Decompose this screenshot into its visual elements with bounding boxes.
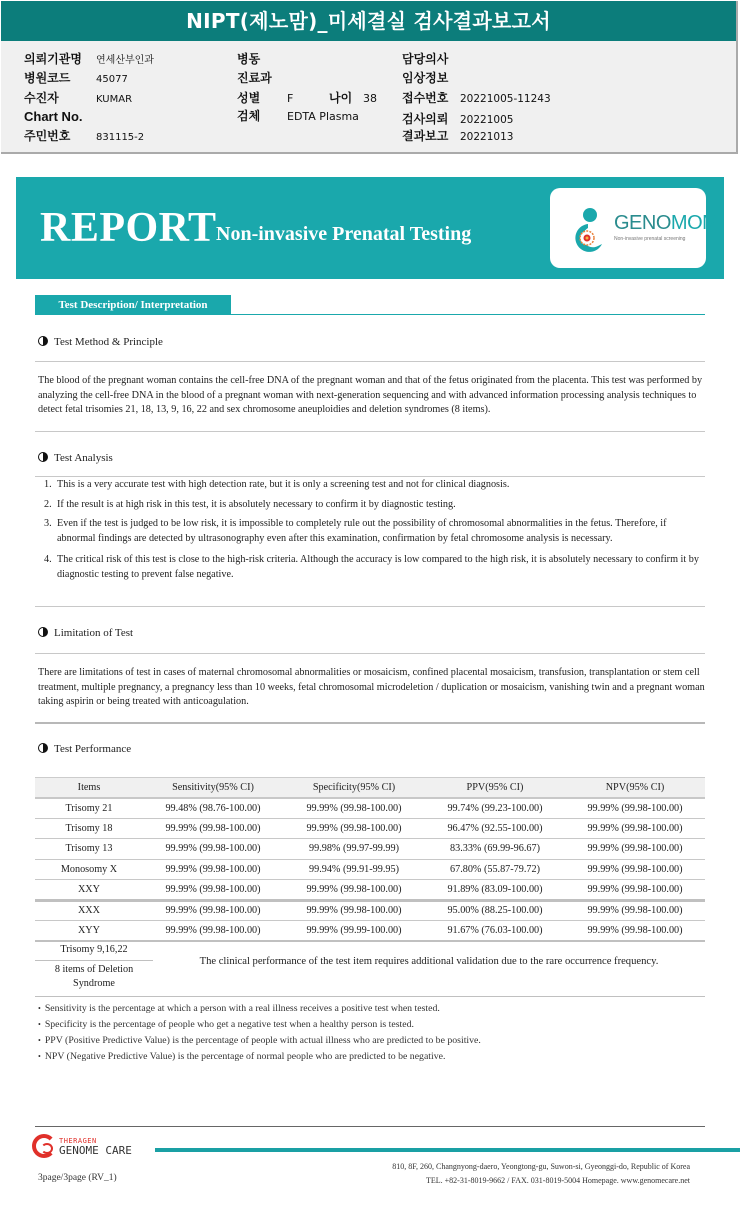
footer-teal-bar (155, 1148, 740, 1152)
performance-table (35, 777, 705, 942)
divider (35, 476, 705, 477)
method-heading: Test Method & Principle (38, 336, 163, 348)
info-report-date: 결과보고 20221013 (402, 129, 514, 143)
banner-subtitle: Non-invasive Prenatal Testing (216, 223, 472, 245)
table-row: XXX 99.99% (99.98-100.00) 99.99% (99.98-100.00) 95.00% (88.25-100.00) 99.99% (99.98-100.00) (35, 900, 705, 921)
col-specificity: Specificity(95% CI) (283, 778, 425, 798)
logo-tagline: Non-invasive prenatal screening (614, 236, 686, 242)
divider (35, 361, 705, 362)
info-chart-no: Chart No. (24, 109, 83, 124)
half-circle-icon (38, 336, 48, 346)
half-circle-icon (38, 452, 48, 462)
divider (35, 606, 705, 607)
definition-item: • Specificity is the percentage of people who get a negative test when a healthy person is tested. (38, 1017, 706, 1033)
extra-item-deletion: 8 items of Deletion Syndrome (54, 964, 134, 989)
page-number: 3page/3page (RV_1) (38, 1173, 117, 1183)
table-row: Trisomy 13 99.99% (99.98-100.00) 99.98% (99.97-99.99) 83.33% (69.99-96.67) 99.99% (99.98-100.00) (35, 839, 705, 860)
info-institution: 의뢰기관명 연세산부인과 (24, 52, 154, 66)
info-sex: 성별 F 나이 38 (237, 91, 377, 105)
genomom-logo (550, 188, 719, 268)
info-ward: 병동 (237, 52, 261, 66)
limitation-text: There are limitations of test in cases of maternal chromosomal abnormalities or mosaicism, confined placental mosaicism, transfusion, transplantation or stem cell treatment, multiple pregnancy, a pregnancy less than 10 weeks, fetal chromosomal microdeletion / duplication or mosaicism, vanishing twin and a pregnant woman taking aspirin or being treated with anticoagulation. (38, 667, 705, 707)
report-banner (16, 177, 724, 279)
mother-child-icon (568, 206, 608, 254)
info-resident-no: 주민번호 831115-2 (24, 129, 145, 143)
divider (35, 431, 705, 432)
info-patient: 수진자 KUMAR (24, 91, 133, 105)
col-npv: NPV(95% CI) (565, 778, 705, 798)
info-hospital-code: 병원코드 45077 (24, 71, 128, 85)
performance-extra-rows (35, 941, 705, 997)
tab-divider (231, 314, 705, 315)
table-row: XYY 99.99% (99.98-100.00) 99.99% (99.99-100.00) 91.67% (76.03-100.00) 99.99% (99.98-100.00) (35, 921, 705, 942)
col-sensitivity: Sensitivity(95% CI) (143, 778, 283, 798)
analysis-item: 4. The critical risk of this test is close to the high-risk criteria. Although the accuracy is low compared to the high risk, it is absolutely necessary to confirm it by diagnostic testing to prevent false negative. (44, 554, 699, 580)
analysis-heading: Test Analysis (38, 452, 113, 464)
logo-wordmark: GENOMOM (614, 212, 719, 234)
analysis-item: 2. If the result is at high risk in this test, it is absolutely necessary to confirm it by diagnostic testing. (44, 498, 456, 510)
info-clinical: 임상정보 (402, 71, 449, 85)
table-row: Trisomy 18 99.99% (99.98-100.00) 99.99% (99.98-100.00) 96.47% (92.55-100.00) 99.99% (99.98-100.00) (35, 818, 705, 839)
col-ppv: PPV(95% CI) (425, 778, 565, 798)
info-department: 진료과 (237, 71, 272, 85)
extra-item-trisomy: Trisomy 9,16,22 (35, 941, 153, 961)
theragen-logo: THERAGEN GENOME CARE (32, 1134, 157, 1162)
info-doctor: 담당의사 (402, 52, 449, 66)
performance-heading: Test Performance (38, 743, 131, 755)
definition-item: • PPV (Positive Predictive Value) is the percentage of people with actual illness who are predicted to be positive. (38, 1033, 706, 1049)
limitation-heading: Limitation of Test (38, 627, 133, 639)
table-row: XXY 99.99% (99.98-100.00) 99.99% (99.98-100.00) 91.89% (83.09-100.00) 99.99% (99.98-100.00) (35, 880, 705, 901)
definitions-list (38, 1001, 706, 1065)
report-title: NIPT(제노맘)_미세결실 검사결과보고서 (1, 1, 736, 41)
divider (35, 653, 705, 654)
theragen-g-icon (32, 1134, 56, 1158)
footer-address: 810, 8F, 260, Changnyong-daero, Yeongtong-gu, Suwon-si, Gyeonggi-do, Republic of Korea TEL. +82-31-8019-9662 / FAX. 031-8019-5004 Homepage. www.genomecare.net (392, 1162, 690, 1185)
info-request-date: 검사의뢰 20221005 (402, 112, 514, 126)
table-row: Monosomy X 99.99% (99.98-100.00) 99.94% (99.91-99.95) 67.80% (55.87-79.72) 99.99% (99.98-100.00) (35, 859, 705, 880)
info-specimen: 검체 EDTA Plasma (237, 109, 359, 123)
banner-title: REPORT (40, 205, 217, 251)
analysis-item: 3. Even if the test is judged to be low risk, it is impossible to completely rule out the possibility of chromosomal abnormalities in the fetus. Therefore, if abnormal findings are detected by ultrasonography even after this examination, confirmation by fetal chromosome analysis is necessary. (44, 518, 667, 544)
extra-note: The clinical performance of the test item requires additional validation due to the rare occurrence frequency. (199, 956, 659, 967)
definition-item: • NPV (Negative Predictive Value) is the percentage of normal people who are predicted to be negative. (38, 1049, 706, 1065)
table-header-row (35, 778, 705, 798)
analysis-item: 1. This is a very accurate test with high detection rate, but it is only a screening test and not for clinical diagnosis. (44, 479, 510, 490)
definition-item: • Sensitivity is the percentage at which a person with a real illness receives a positive test when tested. (38, 1001, 706, 1017)
section-tab: Test Description/ Interpretation (35, 295, 231, 315)
divider (35, 722, 705, 724)
info-receipt-no: 접수번호 20221005-11243 (402, 91, 551, 105)
method-text: The blood of the pregnant woman contains the cell-free DNA of the pregnant woman and that of the fetus originated from the placenta. This test was performed by analyzing the cell-free DNA in the blood of a pregnant woman with next-generation sequencing and with advanced information processing analysis techniques to detect fetal trisomies 21, 18, 13, 9, 16, 22 and sex chromosome aneuploidies and deletion syndromes (8 items). (38, 375, 703, 415)
half-circle-icon (38, 627, 48, 637)
half-circle-icon (38, 743, 48, 753)
footer-divider (35, 1126, 705, 1127)
analysis-list (40, 478, 706, 582)
table-row: Trisomy 21 99.48% (98.76-100.00) 99.99% (99.98-100.00) 99.74% (99.23-100.00) 99.99% (99.98-100.00) (35, 798, 705, 819)
col-items: Items (35, 778, 143, 798)
